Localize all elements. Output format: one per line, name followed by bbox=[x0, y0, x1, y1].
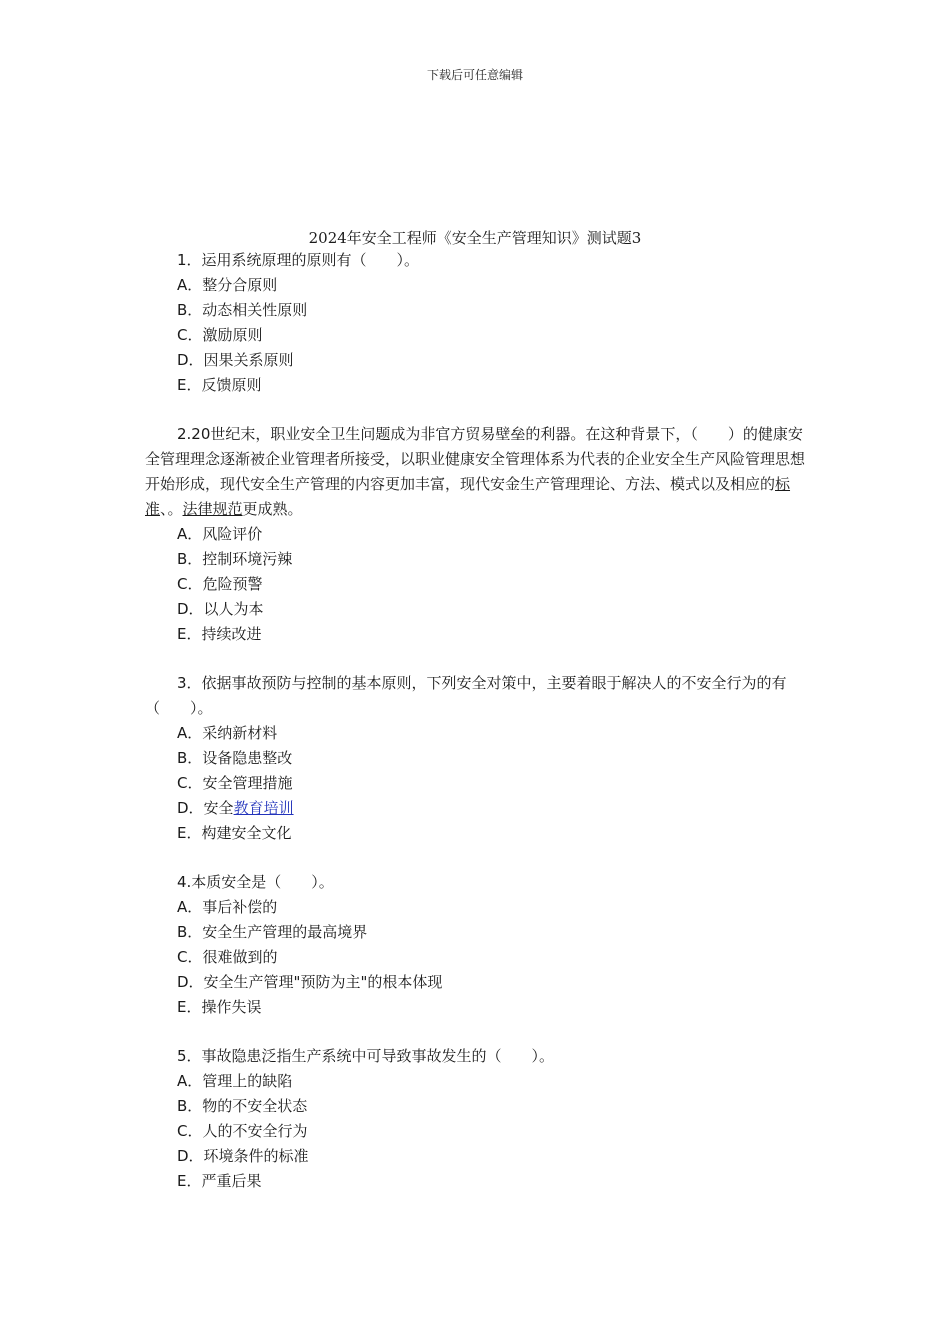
question-2-option-b: B．控制环境污辣 bbox=[177, 550, 293, 568]
question-5-option-d: D．环境条件的标准 bbox=[177, 1147, 309, 1165]
question-2-option-a: A．风险评价 bbox=[177, 525, 263, 543]
question-1-option-e: E．反馈原则 bbox=[177, 376, 262, 394]
education-training-link[interactable]: 教育培训 bbox=[233, 799, 294, 817]
question-3-option-a: A．采纳新材料 bbox=[177, 724, 278, 742]
question-2-option-e: E．持续改进 bbox=[177, 625, 262, 643]
question-2-stem bbox=[145, 422, 805, 522]
question-2-stem-end: 更成熟。 bbox=[242, 500, 303, 518]
question-2 bbox=[145, 422, 805, 647]
question-2-option-d: D．以人为本 bbox=[177, 600, 264, 618]
question-1-option-b: B．动态相关性原则 bbox=[177, 301, 308, 319]
question-2-stem-text: 2.20世纪末，职业安全卫生问题成为非官方贸易壁垒的利器。在这种背景下，（ ）的健康安全管理理念逐渐被企业管理者所接受，以职业健康安全管理体系为代表的企业安全生产风险管理思想开始形成，现代安全生产管理的内容更加丰富，现代安金生产管理理论、方法、模式以及相应的 bbox=[145, 425, 806, 493]
standard-link[interactable]: 标准 bbox=[145, 475, 791, 518]
question-2-stem-sep: 、。 bbox=[160, 500, 183, 518]
question-1 bbox=[145, 248, 805, 398]
question-4-option-e: E．操作失误 bbox=[177, 998, 262, 1016]
document-title: 2024年安全工程师《安全生产管理知识》测试题3 bbox=[308, 229, 642, 247]
question-2-option-c: C．危险预警 bbox=[177, 575, 263, 593]
question-3-stem: 3．依据事故预防与控制的基本原则，下列安全对策中，主要着眼于解决人的不安全行为的有（ ）。 bbox=[145, 674, 787, 717]
question-4-stem: 4.本质安全是（ ）。 bbox=[177, 873, 334, 891]
question-5-option-c: C．人的不安全行为 bbox=[177, 1122, 308, 1140]
question-4-option-c: C．很难做到的 bbox=[177, 948, 278, 966]
question-3-option-d bbox=[145, 796, 805, 821]
question-4-option-d: D．安全生产管理"预防为主"的根本体现 bbox=[177, 973, 443, 991]
question-4-option-b: B．安全生产管理的最高境界 bbox=[177, 923, 368, 941]
question-1-option-a: A．整分合原则 bbox=[177, 276, 278, 294]
question-5-option-e: E．严重后果 bbox=[177, 1172, 262, 1190]
question-3-option-b: B．设备隐患整改 bbox=[177, 749, 293, 767]
question-3 bbox=[145, 671, 805, 846]
question-5-option-a: A．管理上的缺陷 bbox=[177, 1072, 293, 1090]
question-4 bbox=[145, 870, 805, 1020]
question-1-stem: 1．运用系统原理的原则有（ ）。 bbox=[177, 251, 420, 269]
question-3-option-e: E．构建安全文化 bbox=[177, 824, 292, 842]
question-1-option-d: D．因果关系原则 bbox=[177, 351, 294, 369]
question-3-option-d-text: D．安全 bbox=[177, 799, 234, 817]
question-5 bbox=[145, 1044, 805, 1194]
question-5-stem: 5．事故隐患泛指生产系统中可导致事故发生的（ ）。 bbox=[177, 1047, 555, 1065]
question-3-option-c: C．安全管理措施 bbox=[177, 774, 293, 792]
question-1-option-c: C．激励原则 bbox=[177, 326, 263, 344]
page-header: 下载后可任意编辑 bbox=[426, 68, 523, 82]
question-list bbox=[145, 248, 805, 1194]
legal-norms-link[interactable]: 法律规范 bbox=[182, 500, 243, 518]
question-5-option-b: B．物的不安全状态 bbox=[177, 1097, 308, 1115]
question-4-option-a: A．事后补偿的 bbox=[177, 898, 278, 916]
